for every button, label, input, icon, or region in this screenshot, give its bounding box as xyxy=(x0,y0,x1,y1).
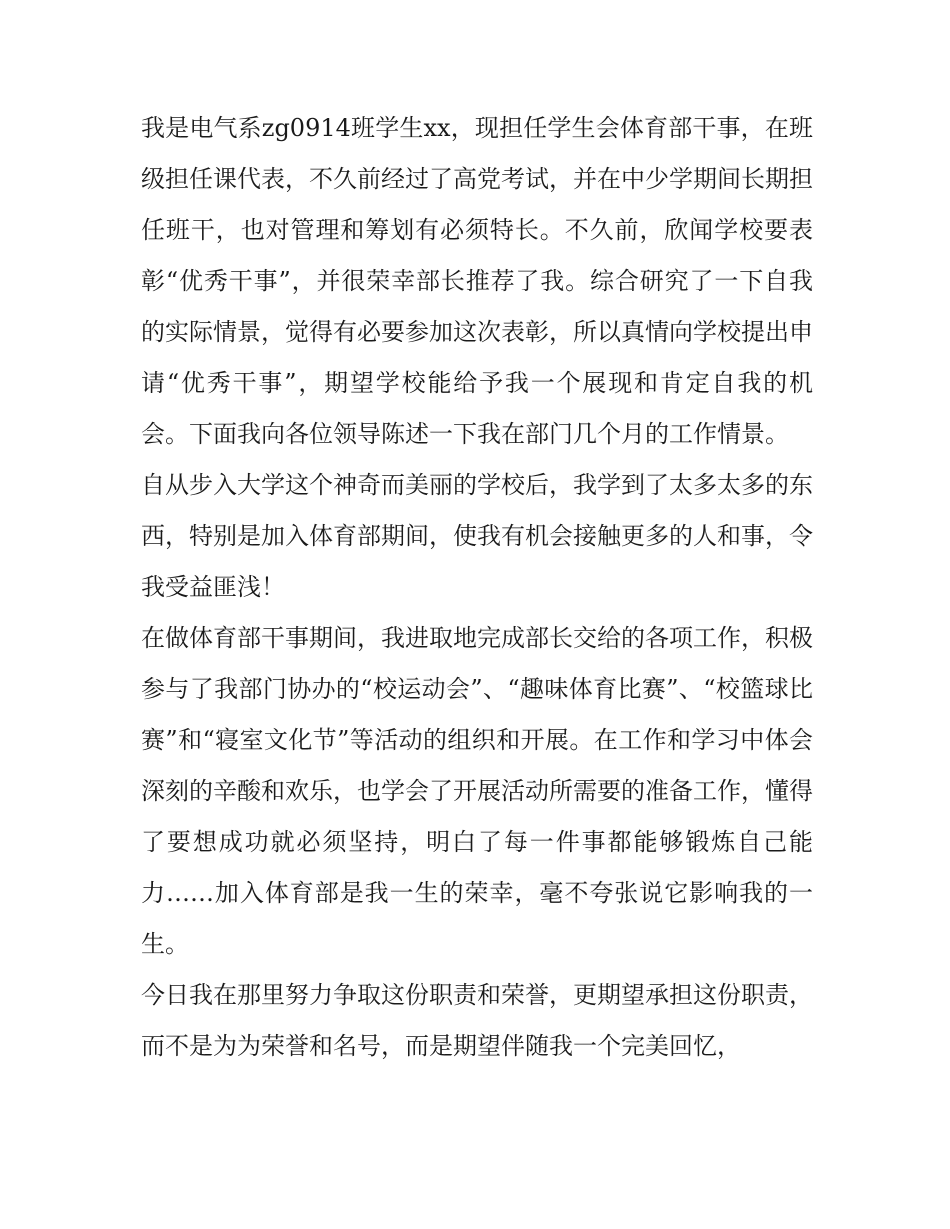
document-body xyxy=(141,103,813,1072)
paragraph-university-experience: 自从步入大学这个神奇而美丽的学校后，我学到了太多太多的东西，特别是加入体育部期间，使我有机会接触更多的人和事，令我受益匪浅！ xyxy=(141,471,813,601)
paragraph-sports-department-work: 在做体育部干事期间，我进取地完成部长交给的各项工作，积极参与了我部门协办的“校运动会”、“趣味体育比赛”、“校篮球比赛”和“寝室文化节”等活动的组织和开展。在工作和学习中体会深刻的辛酸和欢乐，也学会了开展活动所需要的准备工作，懂得了要想成功就必须坚持，明白了每一件事都能够锻炼自己能力……加入体育部是我一生的荣幸，毫不夸张说它影响我的一生。 xyxy=(141,624,813,958)
paragraph-application-intro: 我是电气系zg0914班学生xx，现担任学生会体育部干事，在班级担任课代表，不久前经过了高党考试，并在中少学期间长期担任班干，也对管理和筹划有必须特长。不久前，欣闻学校要表彰“优秀干事”，并很荣幸部长推荐了我。综合研究了一下自我的实际情景，觉得有必要参加这次表彰，所以真情向学校提出申请“优秀干事”，期望学校能给予我一个展现和肯定自我的机会。下面我向各位领导陈述一下我在部门几个月的工作情景。 xyxy=(141,114,813,448)
paragraph-closing: 今日我在那里努力争取这份职责和荣誉，更期望承担这份职责，而不是为为荣誉和名号，而是期望伴随我一个完美回忆， xyxy=(141,981,813,1060)
